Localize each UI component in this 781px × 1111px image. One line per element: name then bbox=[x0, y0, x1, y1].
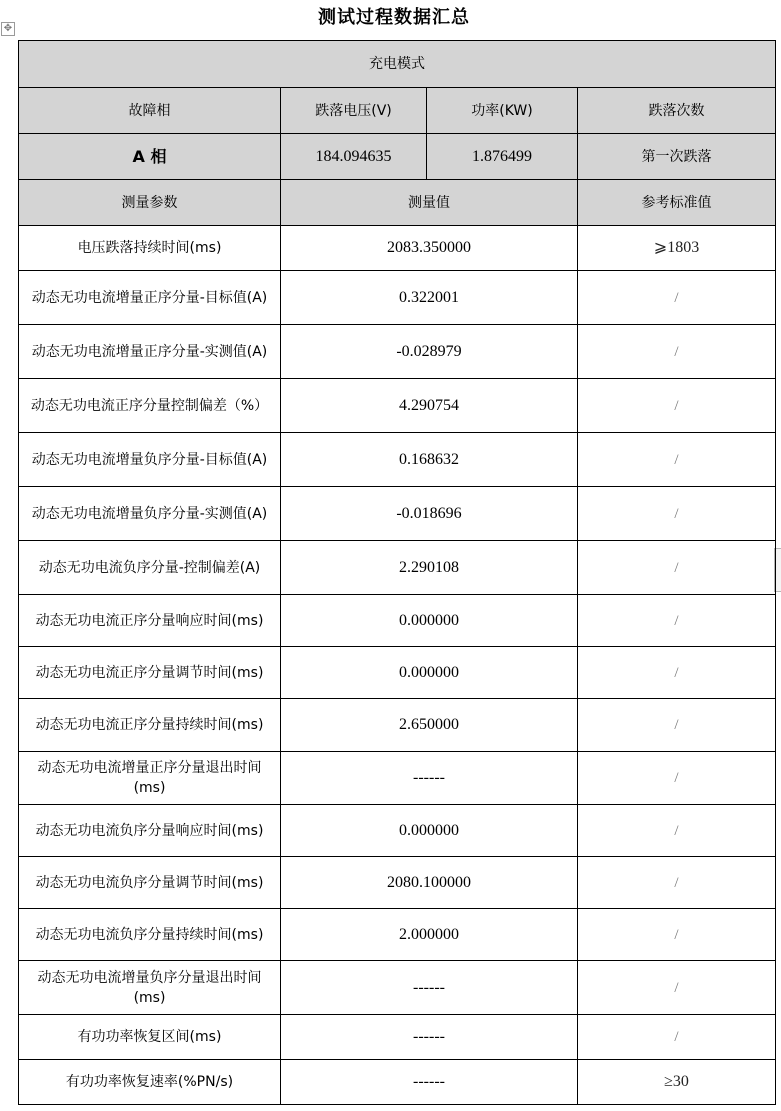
reference-value-cell: / bbox=[578, 961, 776, 1015]
table-row bbox=[19, 433, 776, 487]
measure-value-cell: 4.290754 bbox=[281, 379, 578, 433]
reference-value-cell: ⩾1803 bbox=[578, 226, 776, 271]
header-fault-phase: 故障相 bbox=[19, 88, 281, 134]
table-row bbox=[19, 487, 776, 541]
reference-value-cell: / bbox=[578, 752, 776, 805]
table-row bbox=[19, 271, 776, 325]
measure-value-cell: 2.650000 bbox=[281, 699, 578, 752]
measure-value-cell: 0.168632 bbox=[281, 433, 578, 487]
measure-param-cell: 动态无功电流增量正序分量退出时间(ms) bbox=[19, 752, 281, 805]
measure-value-cell: ------ bbox=[281, 1015, 578, 1060]
table-row bbox=[19, 752, 776, 805]
measure-param-cell: 电压跌落持续时间(ms) bbox=[19, 226, 281, 271]
fault-phase-value: A 相 bbox=[19, 134, 281, 180]
reference-value-cell: / bbox=[578, 699, 776, 752]
reference-value-cell: / bbox=[578, 857, 776, 909]
measure-value-cell: 0.322001 bbox=[281, 271, 578, 325]
mode-cell: 充电模式 bbox=[19, 41, 776, 88]
header-power: 功率(KW) bbox=[427, 88, 578, 134]
reference-value-cell: / bbox=[578, 541, 776, 595]
measure-param-cell: 动态无功电流负序分量调节时间(ms) bbox=[19, 857, 281, 909]
measure-value-cell: 0.000000 bbox=[281, 805, 578, 857]
header-measure-value: 测量值 bbox=[281, 180, 578, 226]
measure-param-cell: 有功功率恢复速率(%PN/s) bbox=[19, 1060, 281, 1105]
reference-value-cell: / bbox=[578, 595, 776, 647]
reference-value-cell: / bbox=[578, 805, 776, 857]
reference-value-cell: ≥30 bbox=[578, 1060, 776, 1105]
table-row bbox=[19, 541, 776, 595]
measure-value-cell: 2083.350000 bbox=[281, 226, 578, 271]
measure-param-cell: 动态无功电流增量正序分量-目标值(A) bbox=[19, 271, 281, 325]
reference-value-cell: / bbox=[578, 1015, 776, 1060]
table-row bbox=[19, 325, 776, 379]
measure-value-cell: ------ bbox=[281, 752, 578, 805]
table-row bbox=[19, 909, 776, 961]
reference-value-cell: / bbox=[578, 647, 776, 699]
summary-header-row bbox=[19, 88, 776, 134]
measure-param-cell: 动态无功电流正序分量响应时间(ms) bbox=[19, 595, 281, 647]
measure-value-cell: 2.000000 bbox=[281, 909, 578, 961]
measure-param-cell: 动态无功电流正序分量调节时间(ms) bbox=[19, 647, 281, 699]
reference-value-cell: / bbox=[578, 433, 776, 487]
measure-value-cell: 2.290108 bbox=[281, 541, 578, 595]
measure-value-cell: -0.018696 bbox=[281, 487, 578, 541]
header-reference: 参考标准值 bbox=[578, 180, 776, 226]
measure-value-cell: -0.028979 bbox=[281, 325, 578, 379]
table-row bbox=[19, 1015, 776, 1060]
reference-value-cell: / bbox=[578, 379, 776, 433]
drop-voltage-value: 184.094635 bbox=[281, 134, 427, 180]
reference-value-cell: / bbox=[578, 271, 776, 325]
reference-value-cell: / bbox=[578, 487, 776, 541]
summary-values-row bbox=[19, 134, 776, 180]
page-title: 测试过程数据汇总 bbox=[318, 7, 470, 28]
header-drop-count: 跌落次数 bbox=[578, 88, 776, 134]
reference-value-cell: / bbox=[578, 325, 776, 379]
measure-param-cell: 动态无功电流负序分量-控制偏差(A) bbox=[19, 541, 281, 595]
measure-param-cell: 动态无功电流负序分量响应时间(ms) bbox=[19, 805, 281, 857]
table-row bbox=[19, 647, 776, 699]
test-data-table bbox=[18, 40, 776, 1105]
reference-value-cell: / bbox=[578, 909, 776, 961]
table-row bbox=[19, 226, 776, 271]
table-row bbox=[19, 379, 776, 433]
measure-param-cell: 动态无功电流增量负序分量-目标值(A) bbox=[19, 433, 281, 487]
measure-value-cell: ------ bbox=[281, 1060, 578, 1105]
mode-row bbox=[19, 41, 776, 88]
measure-param-cell: 动态无功电流负序分量持续时间(ms) bbox=[19, 909, 281, 961]
measure-value-cell: 2080.100000 bbox=[281, 857, 578, 909]
measure-value-cell: 0.000000 bbox=[281, 647, 578, 699]
table-row bbox=[19, 595, 776, 647]
measure-param-cell: 动态无功电流正序分量持续时间(ms) bbox=[19, 699, 281, 752]
measure-param-cell: 动态无功电流增量负序分量-实测值(A) bbox=[19, 487, 281, 541]
table-row bbox=[19, 699, 776, 752]
table-row bbox=[19, 961, 776, 1015]
measure-value-cell: 0.000000 bbox=[281, 595, 578, 647]
measure-param-cell: 动态无功电流正序分量控制偏差（%） bbox=[19, 379, 281, 433]
table-row bbox=[19, 1060, 776, 1105]
power-value: 1.876499 bbox=[427, 134, 578, 180]
measure-header-row bbox=[19, 180, 776, 226]
header-drop-voltage: 跌落电压(V) bbox=[281, 88, 427, 134]
table-row bbox=[19, 857, 776, 909]
measure-param-cell: 动态无功电流增量正序分量-实测值(A) bbox=[19, 325, 281, 379]
measure-param-cell: 有功功率恢复区间(ms) bbox=[19, 1015, 281, 1060]
table-move-handle-icon[interactable]: ✥ bbox=[1, 22, 15, 36]
measure-value-cell: ------ bbox=[281, 961, 578, 1015]
measure-param-cell: 动态无功电流增量负序分量退出时间(ms) bbox=[19, 961, 281, 1015]
drop-count-value: 第一次跌落 bbox=[578, 134, 776, 180]
header-measure-param: 测量参数 bbox=[19, 180, 281, 226]
table-row bbox=[19, 805, 776, 857]
